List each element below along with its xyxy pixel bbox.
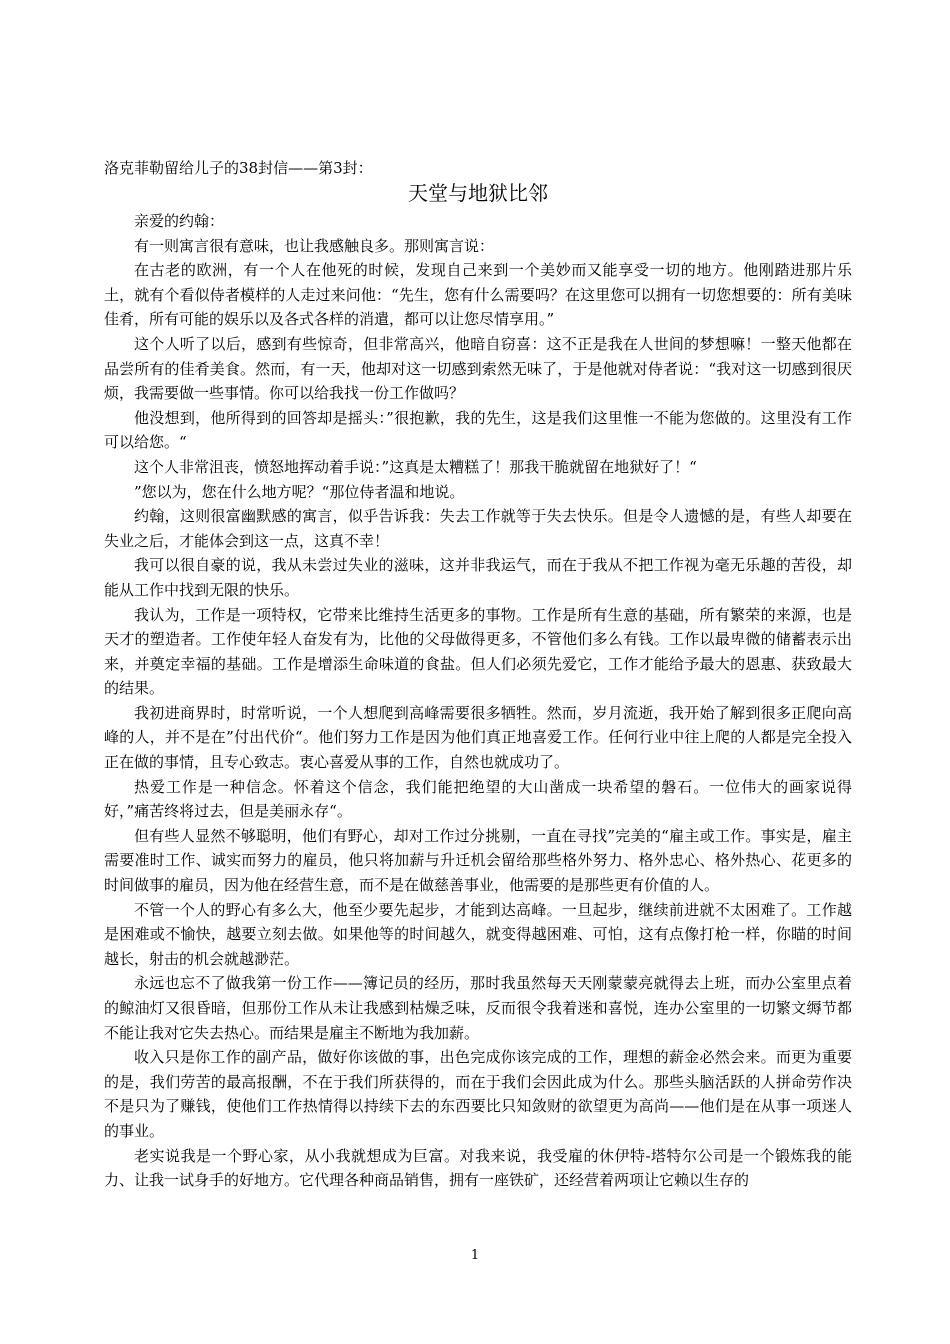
paragraph: 约翰，这则很富幽默感的寓言，似乎告诉我：失去工作就等于失去快乐。但是令人遗憾的是，有些人却要在失业之后，才能体会到这一点，这真不幸！	[104, 507, 852, 550]
paragraph: 这个人听了以后，感到有些惊奇，但非常高兴，他暗自窃喜：这不正是我在人世间的梦想嘛！一整天他都在品尝所有的佳肴美食。然而，有一天，他却对这一切感到索然无味了，于是他就对侍者说：“我对这一切感到很厌烦，我需要做一些事情。你可以给我找一份工作做吗？	[104, 334, 852, 403]
paragraph: 有一则寓言很有意味，也让我感触良多。那则寓言说：	[134, 236, 495, 255]
paragraph: 但有些人显然不够聪明，他们有野心，却对工作过分挑剔，一直在寻找”完美的“雇主或工作。事实是，雇主需要准时工作、诚实而努力的雇员，他只将加薪与升迁机会留给那些格外努力、格外忠心、格外热心、花更多的时间做事的雇员，因为他在经营生意，而不是在做慈善事业，他需要的是那些更有价值的人。	[104, 826, 852, 895]
series-line: 洛克菲勒留给儿子的38封信——第3封：	[104, 159, 373, 177]
paragraph: 老实说我是一个野心家，从小我就想成为巨富。对我来说，我受雇的休伊特-塔特尔公司是一个锻炼我的能力、让我一试身手的好地方。它代理各种商品销售，拥有一座铁矿，还经营着两项让它赖以生存的	[104, 1146, 852, 1190]
document-page	[104, 158, 852, 1193]
paragraph-salutation: 亲爱的约翰：	[134, 212, 225, 230]
paragraph: 不管一个人的野心有多么大，他至少要先起步，才能到达高峰。一旦起步，继续前进就不太困难了。工作越是困难或不愉快，越要立刻去做。如果他等的时间越久，就变得越困难、可怕，这有点像打枪一样，你瞄的时间越长，射击的机会就越渺茫。	[104, 900, 852, 968]
paragraph: 他没想到，他所得到的回答却是摇头：”很抱歉，我的先生，这是我们这里惟一不能为您做的。这里没有工作可以给您。“	[104, 408, 852, 452]
paragraph: 收入只是你工作的副产品，做好你该做的事，出色完成你该完成的工作，理想的薪金必然会来。而更为重要的是，我们劳苦的最高报酬，不在于我们所获得的，而在于我们会因此成为什么。那些头脑活跃的人拼命劳作决不是只为了赚钱，使他们工作热情得以持续下去的东西要比只知敛财的欲望更为高尚——他们是在从事一项迷人的事业。	[104, 1048, 852, 1140]
paragraph: ”您以为，您在什么地方呢？“那位侍者温和地说。	[134, 482, 465, 501]
paragraph: 在古老的欧洲，有一个人在他死的时候，发现自己来到一个美妙而又能享受一切的地方。他刚踏进那片乐土，就有个看似侍者模样的人走过来问他：“先生，您有什么需要吗？在这里您可以拥有一切您想要的：所有美味佳肴，所有可能的娱乐以及各式各样的消遣，都可以让您尽情享用。”	[104, 261, 852, 329]
paragraph: 热爱工作是一种信念。怀着这个信念，我们能把绝望的大山凿成一块希望的磐石。一位伟大的画家说得好，”痛苦终将过去，但是美丽永存“。	[104, 777, 852, 821]
document-body	[104, 209, 852, 1193]
page-number: 1	[470, 1248, 480, 1263]
paragraph: 这个人非常沮丧，愤怒地挥动着手说：”这真是太糟糕了！那我干脆就留在地狱好了！“	[134, 457, 697, 476]
paragraph: 我认为，工作是一项特权，它带来比维持生活更多的事物。工作是所有生意的基础，所有繁荣的来源，也是天才的塑造者。工作使年轻人奋发有为，比他的父母做得更多，不管他们多么有钱。工作以最卑微的储蓄表示出来，并奠定幸福的基础。工作是增添生命味道的食盐。但人们必须先爱它，工作才能给予最大的恩惠、获致最大的结果。	[104, 605, 852, 698]
paragraph: 我初进商界时，时常听说，一个人想爬到高峰需要很多牺牲。然而，岁月流逝，我开始了解到很多正爬向高峰的人，并不是在”付出代价“。他们努力工作是因为他们真正地喜爱工作。任何行业中往上爬的人都是完全投入正在做的事情，且专心致志。衷心喜爱从事的工作，自然也就成功了。	[104, 703, 852, 772]
paragraph: 我可以很自豪的说，我从未尝过失业的滋味，这并非我运气，而在于我从不把工作视为毫无乐趣的苦役，却能从工作中找到无限的快乐。	[104, 556, 852, 599]
paragraph: 永远也忘不了做我第一份工作——簿记员的经历，那时我虽然每天天刚蒙蒙亮就得去上班，而办公室里点着的鲸油灯又很昏暗，但那份工作从未让我感到枯燥乏味，反而很令我着迷和喜悦，连办公室里的一切繁文缛节都不能让我对它失去热心。而结果是雇主不断地为我加薪。	[104, 974, 852, 1042]
page-title: 天堂与地狱比邻	[408, 181, 548, 205]
